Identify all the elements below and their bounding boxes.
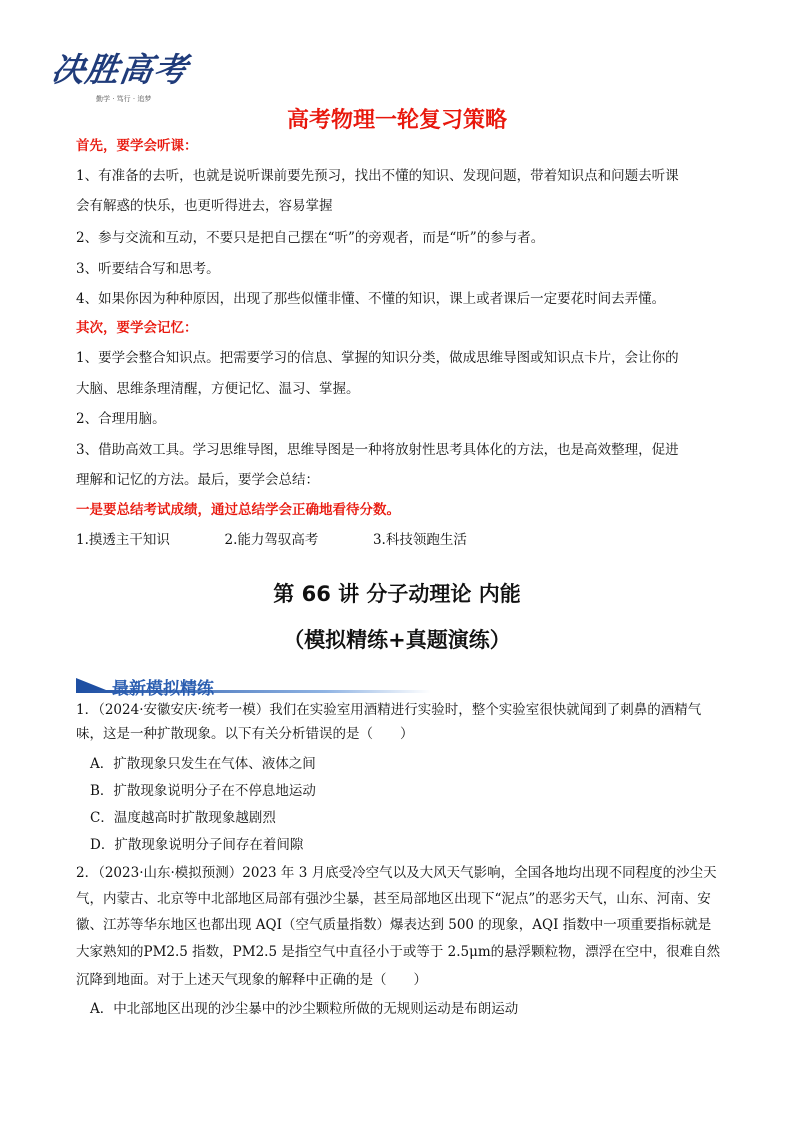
question-2-line: 徽、江苏等华东地区也都出现 AQI（空气质量指数）爆表达到 500 的现象，AQI 指数中一项重要指标就是 [76, 917, 712, 933]
listen-item: 3、听要结合写和思考。 [76, 261, 220, 277]
listen-item: 1、有准备的去听，也就是说听课前要先预习，找出不懂的知识、发现问题，带着知识点和问题去听课 [76, 168, 679, 184]
tip-item: 2.能力驾驭高考 [224, 532, 319, 548]
listen-item: 会有解惑的快乐，也更听得进去，容易掌握 [76, 198, 333, 214]
question-1-option: D．扩散现象说明分子间存在着间隙 [90, 837, 304, 853]
question-2-line: 2．（2023·山东·模拟预测）2023 年 3 月底受冷空气以及大风天气影响，全国各地均出现不同程度的沙尘天 [76, 865, 717, 881]
section-marker-icon [76, 678, 106, 690]
question-2-option: A．中北部地区出现的沙尘暴中的沙尘颗粒所做的无规则运动是布朗运动 [90, 1001, 519, 1017]
summary-line: 一是要总结考试成绩，通过总结学会正确地看待分数。 [76, 502, 400, 518]
section-label: 最新模拟精练 [112, 679, 214, 699]
question-2-line: 沉降到地面。对于上述天气现象的解释中正确的是（ ） [76, 972, 427, 988]
section-banner [76, 674, 431, 698]
lesson-subtitle: （模拟精练+真题演练） [283, 628, 511, 652]
memory-item: 大脑、思维条理清醒，方便记忆、温习、掌握。 [76, 381, 360, 397]
tip-item: 3.科技领跑生活 [372, 532, 467, 548]
question-1-line: 味，这是一种扩散现象。以下有关分析错误的是（ ） [76, 726, 414, 742]
question-1-line: 1．（2024·安徽安庆·统考一模）我们在实验室用酒精进行实验时，整个实验室很快就闻到了刺鼻的酒精气 [76, 702, 702, 718]
logo-tagline: 勤学 · 笃行 · 追梦 [96, 95, 152, 103]
question-1-option: B．扩散现象说明分子在不停息地运动 [90, 783, 316, 799]
memory-item: 3、借助高效工具。学习思维导图，思维导图是一种将放射性思考具体化的方法，也是高效整理，促进 [76, 442, 679, 458]
question-2-line: 气，内蒙古、北京等中北部地区局部有强沙尘暴，甚至局部地区出现下“泥点”的恶劣天气，山东、河南、安 [76, 891, 711, 907]
tip-item: 1.摸透主干知识 [76, 532, 170, 548]
listen-item: 4、如果你因为种种原因，出现了那些似懂非懂、不懂的知识，课上或者课后一定要花时间去弄懂。 [76, 291, 666, 307]
tips-row [76, 530, 726, 550]
heading-listen: 首先，要学会听课： [76, 138, 198, 154]
memory-item: 1、要学会整合知识点。把需要学习的信息、掌握的知识分类，做成思维导图或知识点卡片，会让你的 [76, 350, 679, 366]
question-2-line: 大家熟知的PM2.5 指数，PM2.5 是指空气中直径小于或等于 2.5μm的悬浮颗粒物，漂浮在空中，很难自然 [76, 944, 721, 960]
memory-item: 理解和记忆的方法。最后，要学会总结： [76, 472, 319, 488]
logo-text: 决胜高考 [48, 50, 191, 89]
lesson-title: 第 66 讲 分子动理论 内能 [273, 582, 521, 606]
question-1-option: A．扩散现象只发生在气体、液体之间 [90, 756, 316, 772]
page-title: 高考物理一轮复习策略 [286, 108, 507, 133]
listen-item: 2、参与交流和互动，不要只是把自己摆在“听”的旁观者，而是“听”的参与者。 [76, 230, 545, 246]
heading-memory: 其次，要学会记忆： [76, 320, 198, 336]
question-1-option: C．温度越高时扩散现象越剧烈 [90, 810, 276, 826]
memory-item: 2、合理用脑。 [76, 411, 166, 427]
